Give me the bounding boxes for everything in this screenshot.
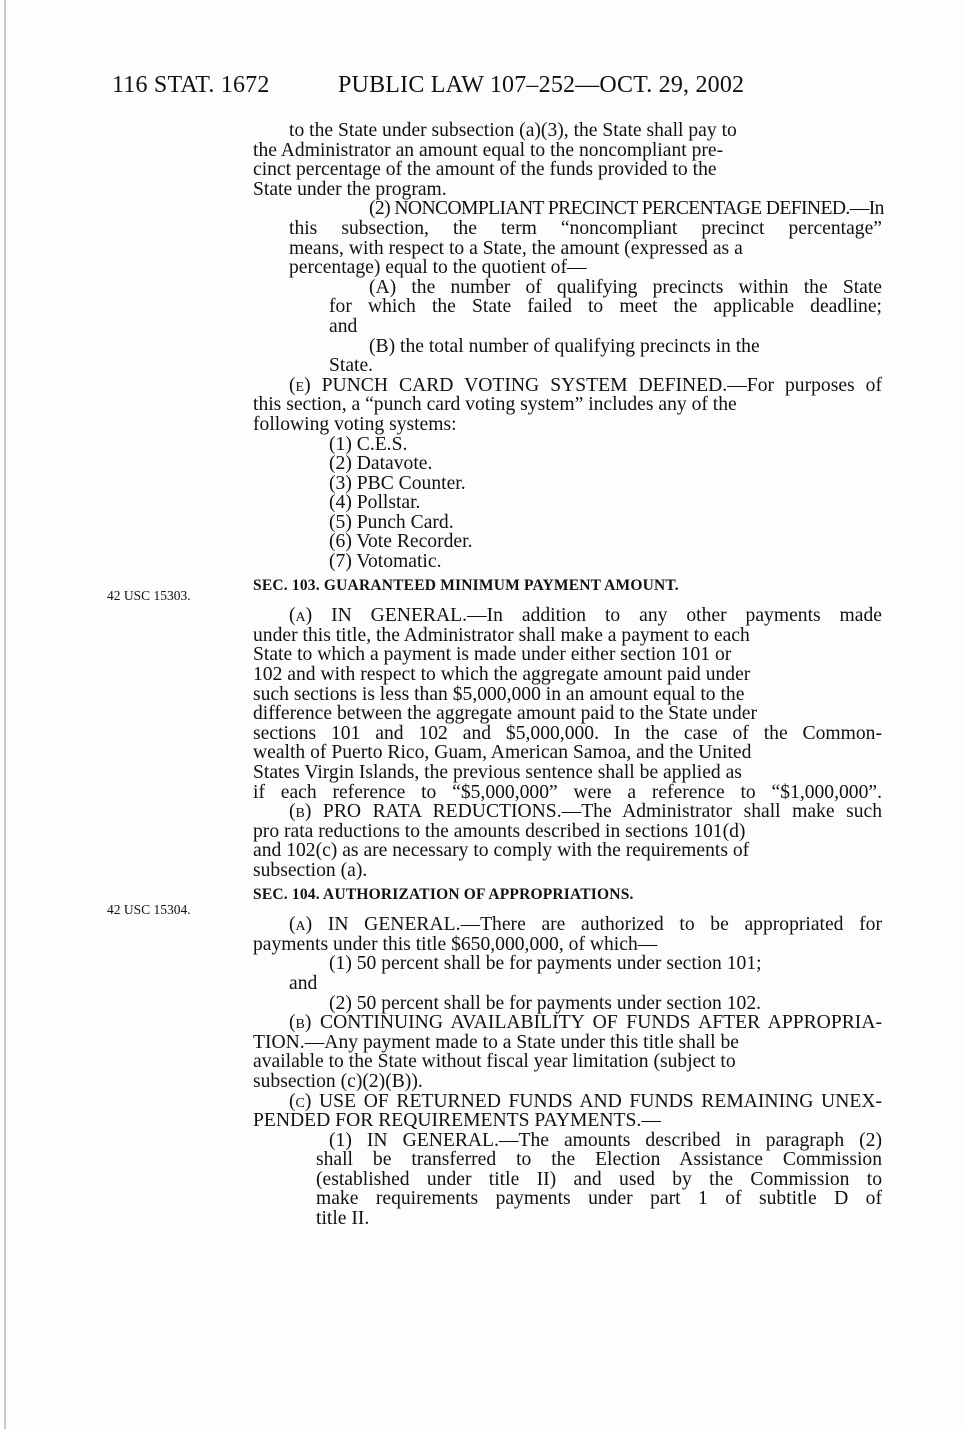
body-text xyxy=(253,121,882,1229)
text-line: State to which a payment is made under either section 101 or xyxy=(253,644,732,666)
list-item: (7) Votomatic. xyxy=(329,551,442,573)
subsection-heading: (b) PRO RATA REDUCTIONS. xyxy=(289,801,562,823)
subsection-heading-line xyxy=(253,1033,882,1053)
text-line: (1) 50 percent shall be for payments under section 101; xyxy=(329,953,762,975)
text-line: cinct percentage of the amount of the funds provided to the xyxy=(253,159,717,181)
section-104-title: SEC. 104. AUTHORIZATION OF APPROPRIATIONS. xyxy=(253,885,634,903)
list-item: (6) Vote Recorder. xyxy=(329,531,473,553)
subsection-heading-line xyxy=(253,915,882,935)
text-line: this section, a “punch card voting system” includes any of the xyxy=(253,394,737,416)
text-line: title II. xyxy=(316,1208,370,1230)
list-item: (3) PBC Counter. xyxy=(329,472,466,494)
list-item: (2) Datavote. xyxy=(329,453,433,475)
text-line: (A) the number of qualifying precincts within the State xyxy=(369,276,882,298)
margin-note-sec103: 42 USC 15303. xyxy=(107,588,191,603)
text-fragment: —In addition to any other payments made xyxy=(467,605,882,627)
subsection-heading: (a) IN GENERAL. xyxy=(289,914,461,936)
paragraph-heading-line xyxy=(253,1131,882,1151)
text-fragment: — xyxy=(641,1110,661,1132)
text-line: (B) the total number of qualifying precincts in the xyxy=(369,335,760,357)
text-line: make requirements payments under part 1 of subtitle D of xyxy=(316,1188,882,1210)
list-item: (5) Punch Card. xyxy=(329,511,454,533)
text-line: percentage) equal to the quotient of— xyxy=(289,257,587,279)
stat-citation: 116 STAT. 1672 xyxy=(112,72,270,98)
text-line: subsection (c)(2)(B)). xyxy=(253,1070,423,1092)
text-line: such sections is less than $5,000,000 in an amount equal to the xyxy=(253,683,745,705)
text-fragment: —Any payment made to a State under this title shall be xyxy=(304,1031,739,1053)
text-line: (established under title II) and used by the Commission to xyxy=(316,1168,882,1190)
text-line: 102 and with respect to which the aggregate amount paid under xyxy=(253,664,751,686)
text-line: under this title, the Administrator shall make a payment to each xyxy=(253,624,750,646)
subsection-heading: (b) CONTINUING AVAILABILITY OF FUNDS AFTER APPROPRIA- xyxy=(289,1012,882,1034)
text-line: available to the State without fiscal year limitation (subject to xyxy=(253,1051,736,1073)
text-line: payments under this title $650,000,000, of which— xyxy=(253,933,658,955)
text-line: sections 101 and 102 and $5,000,000. In the case of the Common- xyxy=(253,722,882,744)
subsection-heading: (e) PUNCH CARD VOTING SYSTEM DEFINED. xyxy=(289,374,728,396)
text-line: if each reference to “$5,000,000” were a reference to “$1,000,000”. xyxy=(253,781,882,803)
text-line: and xyxy=(329,315,358,337)
text-line: shall be transferred to the Election Assistance Commission xyxy=(316,1149,882,1171)
paragraph-heading-line xyxy=(253,199,882,219)
section-103-title: SEC. 103. GUARANTEED MINIMUM PAYMENT AMOUNT. xyxy=(253,576,679,594)
margin-note-sec104: 42 USC 15304. xyxy=(107,902,191,917)
text-line: wealth of Puerto Rico, Guam, American Samoa, and the United xyxy=(253,742,752,764)
paragraph-heading: (1) IN GENERAL. xyxy=(329,1129,499,1151)
subsection-heading: (c) USE OF RETURNED FUNDS AND FUNDS REMAINING UNEX- xyxy=(289,1090,882,1112)
text-line: State under the program. xyxy=(253,178,447,200)
text-line: the Administrator an amount equal to the noncompliant pre- xyxy=(253,139,724,161)
subsection-heading-line xyxy=(253,1111,882,1131)
text-fragment: —The Administrator shall make such xyxy=(561,801,882,823)
text-fragment: —In xyxy=(849,198,884,220)
text-line: and xyxy=(289,972,318,994)
text-line: (2) 50 percent shall be for payments under section 102. xyxy=(329,992,762,1014)
subsection-heading-cont: TION. xyxy=(253,1031,305,1053)
text-fragment: —There are authorized to be appropriated for xyxy=(460,914,882,936)
page-edge xyxy=(4,0,6,1429)
text-fragment: —For purposes of xyxy=(727,374,882,396)
text-line: to the State under subsection (a)(3), the State shall pay to xyxy=(289,120,737,141)
text-line: subsection (a). xyxy=(253,859,368,881)
subsection-heading: (a) IN GENERAL. xyxy=(289,605,468,627)
text-fragment: —The amounts described in paragraph (2) xyxy=(498,1129,882,1151)
subsection-heading-line xyxy=(253,376,882,396)
text-line: difference between the aggregate amount paid to the State under xyxy=(253,703,757,725)
text-line: States Virgin Islands, the previous sentence shall be applied as xyxy=(253,762,742,783)
text-line: following voting systems: xyxy=(253,413,457,435)
list-item: (4) Pollstar. xyxy=(329,492,421,514)
paragraph-heading: (2) NONCOMPLIANT PRECINCT PERCENTAGE DEFINED. xyxy=(369,198,850,220)
subsection-heading-cont: PENDED FOR REQUIREMENTS PAYMENTS. xyxy=(253,1110,642,1132)
text-line: and 102(c) as are necessary to comply with the requirements of xyxy=(253,840,750,862)
running-head: PUBLIC LAW 107–252—OCT. 29, 2002 xyxy=(338,72,745,98)
text-line: this subsection, the term “noncompliant precinct percentage” xyxy=(289,217,882,239)
list-item: (1) C.E.S. xyxy=(329,433,408,455)
text-line: pro rata reductions to the amounts described in sections 101(d) xyxy=(253,820,746,842)
subsection-heading-line xyxy=(253,606,882,626)
subsection-heading-line xyxy=(253,802,882,822)
text-line: State. xyxy=(329,355,374,377)
text-line: for which the State failed to meet the applicable deadline; xyxy=(329,296,882,318)
text-line: means, with respect to a State, the amount (expressed as a xyxy=(289,237,743,259)
